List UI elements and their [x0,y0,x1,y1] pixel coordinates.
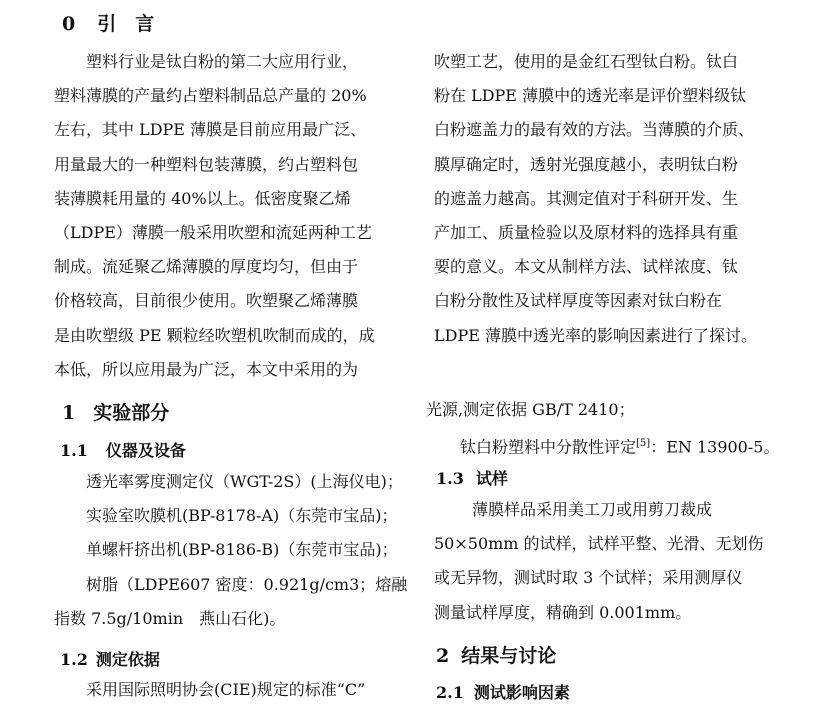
text-line: 或无异物，测试时取 3 个试样；采用测厚仪 [434,568,743,588]
intro-paragraph-left [54,45,375,387]
equipment-item: 树脂（LDPE607 密度：0.921g/cm3；熔融 [86,574,408,594]
equipment-item: 单螺杆挤出机(BP-8186-B)（东莞市宝品)； [86,540,398,560]
equipment-item: 透光率雾度测定仪（WGT-2S）(上海仪电)； [86,472,403,491]
section-2-number: 2 [436,645,450,667]
section-2-title: 结果与讨论 [461,645,557,667]
text-line: 制成。流延聚乙烯薄膜的厚度均匀，但由于 [54,257,359,277]
text-line: 测量试样厚度，精确到 0.001mm。 [434,602,692,622]
text-line: 本低，所以应用最为广泛，本文中采用的为 [54,359,359,379]
reference-citation[interactable]: [5] [636,438,651,450]
section-1-3-number: 1.3 [436,469,464,488]
intro-paragraph-right [434,45,757,353]
section-1-3-heading [436,466,508,489]
text-line: 用量最大的一种塑料包装薄膜，约占塑料包 [54,154,359,174]
section-1-1-number: 1.1 [60,441,88,460]
text-line: 钛白粉塑料中分散性评定[5]：EN 13900-5。 [460,437,780,457]
sample-text [434,493,764,630]
section-2-heading [436,641,556,668]
section-1-3-title: 试样 [475,469,508,488]
text-line: 产加工、质量检验以及原材料的选择具有重 [434,223,739,243]
text-line: 装薄膜耗用量的 40%以上。低密度聚乙烯 [54,188,351,208]
text-line: 价格较高，目前很少使用。吹塑聚乙烯薄膜 [54,291,359,311]
text-line: 吹塑工艺，使用的是金红石型钛白粉。钛白 [434,52,739,71]
text-line: 塑料行业是钛白粉的第二大应用行业， [86,52,359,71]
section-2-1-number: 2.1 [436,683,464,702]
text-line: （LDPE）薄膜一般采用吹塑和流延两种工艺 [54,223,372,243]
text-line: 是由吹塑级 PE 颗粒经吹塑机吹制而成的，成 [54,325,375,345]
equipment-item: 指数 7.5g/10min 燕山石化)。 [54,608,286,628]
text-line: LDPE 薄膜中透光率的影响因素进行了探讨。 [434,325,757,345]
section-0-number: 0 [62,13,76,35]
text-line: 采用国际照明协会(CIE)规定的标准“C” [86,680,366,699]
section-0-title: 引 言 [97,13,155,35]
text-line: 50×50mm 的试样，试样平整、光滑、无划伤 [434,534,764,554]
section-1-heading [62,398,169,425]
text-line: 粉在 LDPE 薄膜中的透光率是评价塑料级钛 [434,86,747,106]
section-2-1-title: 测试影响因素 [473,683,570,702]
section-2-1-heading [436,680,570,703]
text-line: 白粉分散性及试样厚度等因素对钛白粉在 [434,291,723,311]
text-line: 左右，其中 LDPE 薄膜是目前应用最广泛、 [54,120,367,140]
equipment-list [54,465,407,636]
section-1-number: 1 [62,402,76,424]
text-line: 的遮盖力越高。其测定值对于科研开发、生 [434,188,739,208]
text-line: 塑料薄膜的产量约占塑料制品总产量的 20% [54,86,367,106]
text-line: 要的意义。本文从制样方法、试样浓度、钛 [434,257,739,277]
light-source-text [426,393,779,465]
text-line: 薄膜样品采用美工刀或用剪刀裁成 [472,500,713,519]
section-1-2-title: 测定依据 [95,650,160,669]
text-line: 白粉遮盖力的最有效的方法。当薄膜的介质、 [434,120,755,140]
measurement-basis-text [54,673,365,707]
text-line: 膜厚确定时，透射光强度越小，表明钛白粉 [434,154,739,174]
text-line: 光源,测定依据 GB/T 2410； [426,400,635,419]
section-1-1-heading [60,438,186,461]
section-0-heading [62,9,154,36]
section-1-2-number: 1.2 [60,650,88,669]
section-1-2-heading [60,647,160,670]
equipment-item: 实验室吹膜机(BP-8178-A)（东莞市宝品)； [86,506,398,526]
section-1-title: 实验部分 [93,402,170,424]
section-1-1-title: 仪器及设备 [105,441,186,460]
